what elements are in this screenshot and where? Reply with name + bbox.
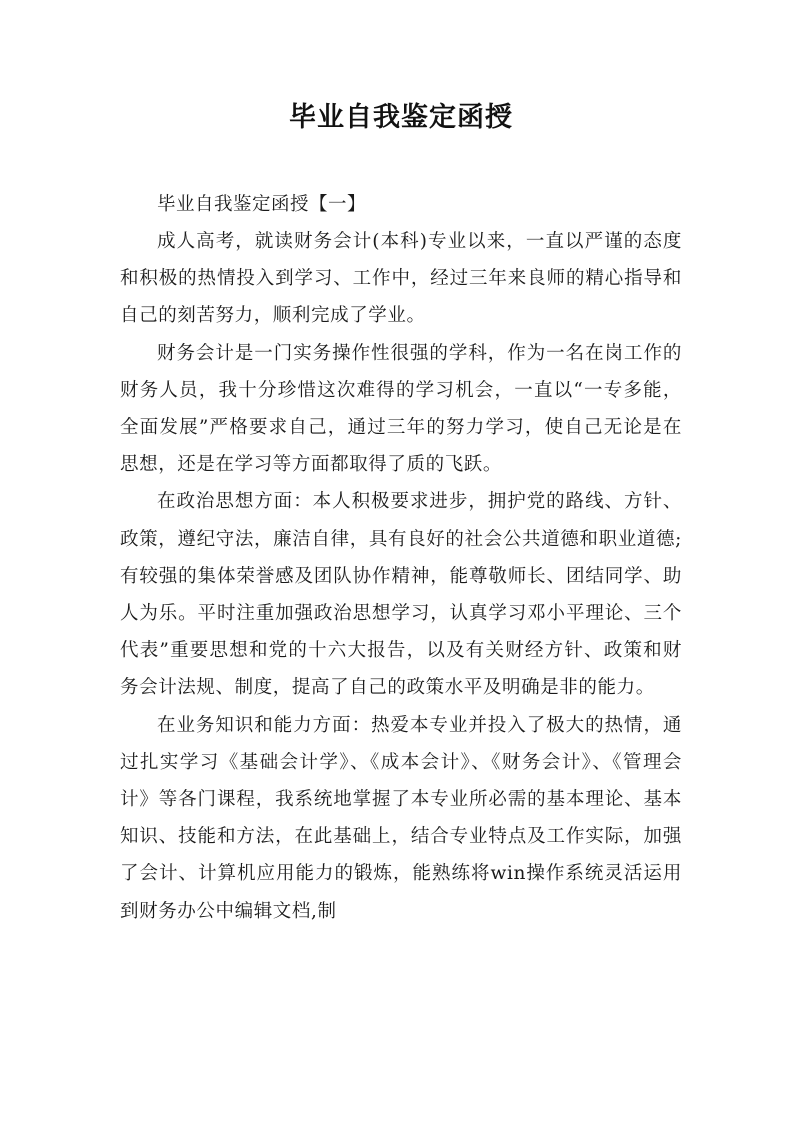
- section-heading: 毕业自我鉴定函授【一】: [157, 194, 367, 215]
- paragraph-study: 财务会计是一门实务操作性很强的学科，作为一名在岗工作的财务人员，我十分珍惜这次难得的学习机会，一直以“一专多能，全面发展”严格要求自己，通过三年的努力学习，使自己无论是在思想，还是在学习等方面都取得了质的飞跃。: [120, 342, 682, 476]
- document-title: 毕业自我鉴定函授: [289, 102, 513, 133]
- paragraph-political: 在政治思想方面：本人积极要求进步，拥护党的路线、方针、政策，遵纪守法，廉洁自律，具有良好的社会公共道德和职业道德;有较强的集体荣誉感及团队协作精神，能尊敬师长、团结同学、助人为乐。平时注重加强政治思想学习，认真学习邓小平理论、三个代表”重要思想和党的十六大报告，以及有关财经方针、政策和财务会计法规、制度，提高了自己的政策水平及明确是非的能力。: [120, 491, 682, 699]
- paragraph-intro: 成人高考，就读财务会计(本科)专业以来，一直以严谨的态度和积极的热情投入到学习、工作中，经过三年来良师的精心指导和自己的刻苦努力，顺利完成了学业。: [120, 231, 682, 327]
- paragraph-professional: 在业务知识和能力方面：热爱本专业并投入了极大的热情，通过扎实学习《基础会计学》、《成本会计》、《财务会计》、《管理会计》等各门课程，我系统地掌握了本专业所必需的基本理论、基本知识、技能和方法，在此基础上，结合专业特点及工作实际，加强了会计、计算机应用能力的锻炼，能熟练将win操作系统灵活运用到财务办公中编辑文档,制: [120, 714, 682, 922]
